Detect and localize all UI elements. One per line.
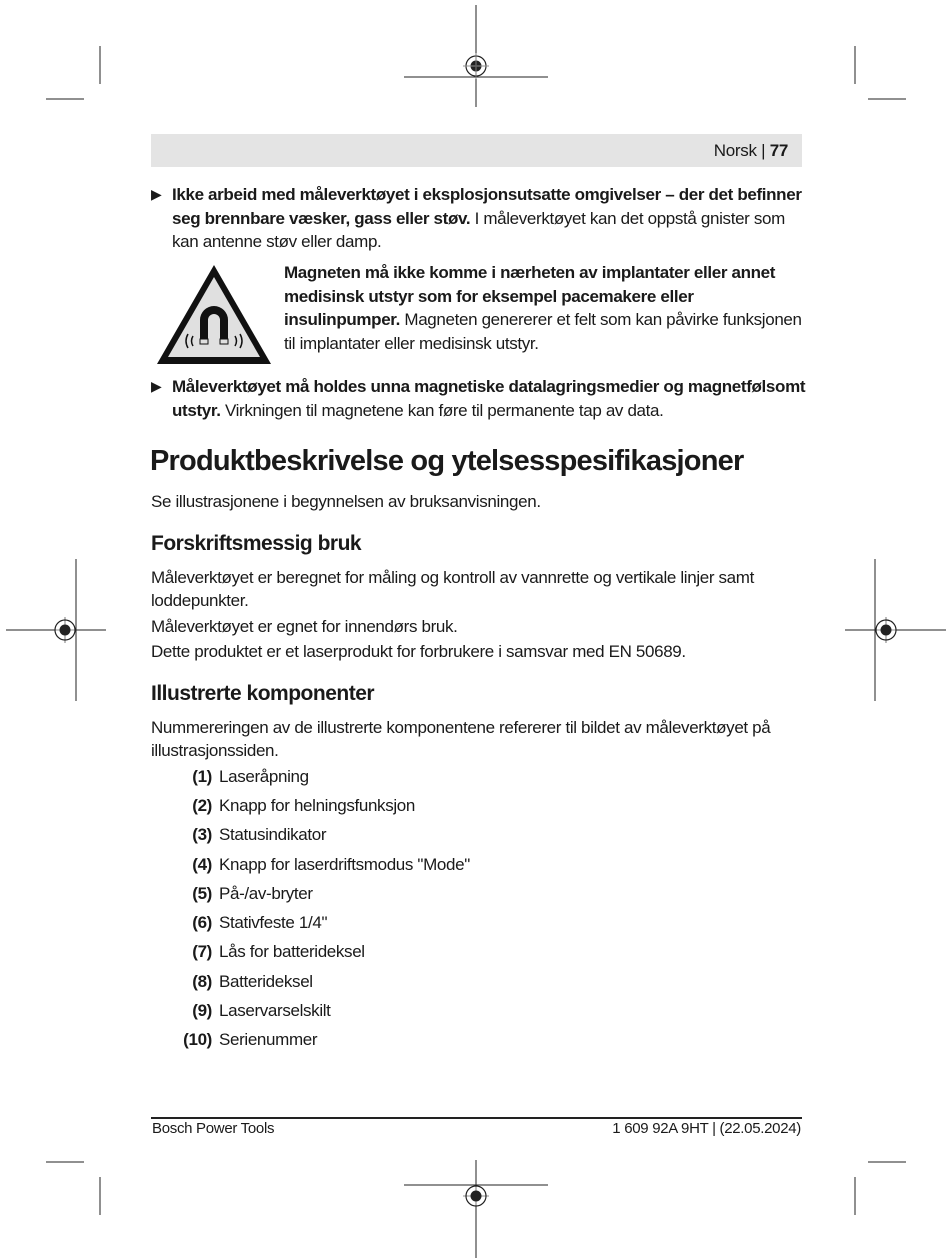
warning-explosion [151,183,806,255]
header-language: Norsk [713,141,757,160]
registration-mark-top [463,53,489,79]
registration-mark-left [52,617,78,643]
header-text [714,141,788,161]
item-number: (4) [192,855,212,874]
item-number: (1) [192,767,212,786]
intended-use-p3: Dette produktet er et laserprodukt for forbrukere i samsvar med EN 50689. [151,642,686,661]
warning-data-media-bold: Måleverktøyet må holdes unna magnetiske datalagringsmedier og magnetfølsomt utstyr. [172,377,806,420]
item-label: Knapp for helningsfunksjon [219,796,415,815]
warning-data-media-text [172,375,812,422]
intended-use-p1: Måleverktøyet er beregnet for måling og kontroll av vannrette og vertikale linjer samt loddepunkter. [151,568,754,610]
warning-magnet-bold: Magneten må ikke komme i nærheten av implantater eller annet medisinsk utstyr som for eksempel pacemakere eller insulinpumper. [284,263,776,329]
warning-magnet [284,261,804,355]
warning-explosion-text [172,183,806,254]
item-number: (9) [192,1001,212,1020]
warning-data-media [151,375,811,423]
item-label: På-/av-bryter [219,884,313,903]
intended-use-heading: Forskriftsmessig bruk [151,532,362,555]
components-intro: Nummereringen av de illustrerte komponentene refererer til bildet av måleverktøyet på illustrasjonssiden. [151,718,771,760]
header-separator: | [761,141,766,160]
item-label: Laseråpning [219,767,309,786]
footer-brand: Bosch Power Tools [152,1120,275,1137]
registration-mark-right [873,617,899,643]
item-label: Laservarselskilt [219,1001,331,1020]
footer-divider [151,1117,802,1119]
item-number: (6) [192,913,212,932]
item-label: Batterideksel [219,972,313,991]
item-label: Statusindikator [219,825,327,844]
section-title: Produktbeskrivelse og ytelsesspesifikasjoner [150,445,744,477]
item-number: (7) [192,942,212,961]
item-label: Knapp for laserdriftsmodus "Mode" [219,855,470,874]
warning-data-media-normal: Virkningen til magnetene kan føre til permanente tap av data. [220,400,664,420]
item-number: (8) [192,972,212,991]
page-number: 77 [769,141,788,160]
item-label: Serienummer [219,1030,318,1049]
page-header [151,134,802,167]
item-label: Stativfeste 1/4" [219,913,328,932]
section-intro: Se illustrasjonene i begynnelsen av bruksanvisningen. [151,492,541,511]
bullet-arrow-icon: ▶ [151,186,162,202]
item-number: (5) [192,884,212,903]
warning-magnet-normal: Magneten genererer et felt som kan påvirke funksjonen til implantater eller medisinsk utstyr. [284,310,802,353]
item-number: (3) [192,825,212,844]
components-heading: Illustrerte komponenter [151,682,375,705]
registration-mark-bottom [463,1183,489,1209]
warning-explosion-bold: Ikke arbeid med måleverktøyet i eksplosjonsutsatte omgivelser – der det befinner seg brennbare væsker, gass eller støv. [172,185,802,228]
bullet-arrow-icon: ▶ [151,378,162,394]
footer-doc-id: 1 609 92A 9HT | (22.05.2024) [612,1120,801,1137]
warning-explosion-normal: I måleverktøyet kan det oppstå gnister som kan antenne støv eller damp. [172,208,785,251]
item-number: (2) [192,796,212,815]
item-number: (10) [183,1030,212,1049]
magnet-warning-icon [153,262,275,368]
item-label: Lås for batterideksel [219,942,365,961]
intended-use-p2: Måleverktøyet er egnet for innendørs bruk. [151,617,458,636]
